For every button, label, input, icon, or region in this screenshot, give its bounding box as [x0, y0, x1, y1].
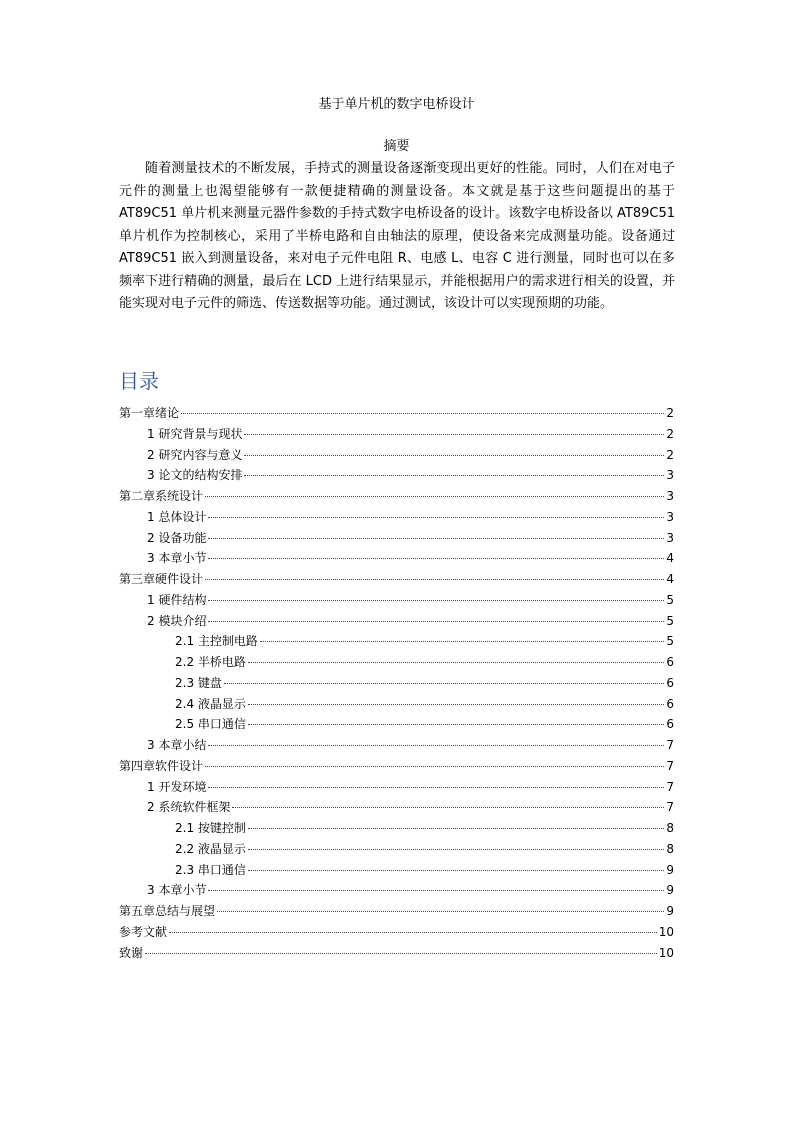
- toc-entry[interactable]: [119, 590, 674, 611]
- toc-dot-leader: [248, 870, 664, 871]
- toc-entry-title: 2 系统软件框架: [147, 800, 231, 815]
- toc-page-number: 2: [666, 426, 674, 441]
- toc-entry[interactable]: [119, 839, 674, 860]
- toc-entry[interactable]: [119, 486, 674, 507]
- toc-entry-title: 第四章软件设计: [119, 758, 204, 773]
- toc-entry-title: 第二章系统设计: [119, 489, 204, 503]
- toc-dot-leader: [208, 621, 664, 622]
- toc-entry[interactable]: [119, 631, 674, 652]
- toc-entry-title: 第五章总结与展望: [119, 904, 216, 918]
- toc-entry[interactable]: [119, 922, 674, 943]
- toc-entry[interactable]: [119, 403, 674, 424]
- toc-entry-title: 1 总体设计: [147, 509, 207, 524]
- toc-page-number: 6: [666, 717, 674, 732]
- toc-dot-leader: [208, 558, 664, 559]
- toc-dot-leader: [224, 683, 664, 684]
- toc-page-number: 8: [666, 841, 674, 856]
- toc-dot-leader: [205, 579, 664, 580]
- toc-dot-leader: [169, 932, 657, 933]
- toc-entry[interactable]: [119, 507, 674, 528]
- toc-entry-title: 第一章绪论: [119, 406, 180, 420]
- toc-dot-leader: [244, 434, 664, 435]
- toc-entry-title: 2.1 主控制电路: [175, 634, 258, 649]
- toc-page-number: 2: [666, 447, 674, 462]
- toc-page-number: 4: [666, 572, 674, 586]
- toc-dot-leader: [145, 953, 657, 954]
- toc-entry-title: 参考文献: [119, 924, 168, 939]
- toc-entry[interactable]: [119, 652, 674, 673]
- toc-dot-leader: [208, 890, 664, 891]
- toc-entry-title: 2.4 液晶显示: [175, 696, 246, 711]
- toc-entry[interactable]: [119, 548, 674, 569]
- toc-dot-leader: [248, 849, 664, 850]
- toc-entry-title: 2 模块介绍: [147, 613, 207, 628]
- toc-page-number: 9: [666, 904, 674, 918]
- toc-page-number: 5: [666, 592, 674, 607]
- toc-dot-leader: [232, 807, 664, 808]
- toc-page-number: 7: [666, 800, 674, 815]
- toc-page-number: 9: [666, 862, 674, 877]
- toc-page-number: 10: [658, 945, 674, 960]
- toc-dot-leader: [208, 538, 664, 539]
- toc-dot-leader: [217, 911, 664, 912]
- toc-heading: 目录: [119, 369, 159, 393]
- toc-entry[interactable]: [119, 735, 674, 756]
- toc-entry-title: 3 本章小结: [147, 738, 207, 752]
- toc-entry-title: 2.2 液晶显示: [175, 841, 246, 856]
- toc-entry-title: 1 硬件结构: [147, 592, 207, 607]
- toc-entry[interactable]: [119, 714, 674, 735]
- toc-entry[interactable]: [119, 756, 674, 777]
- toc-page-number: 5: [666, 613, 674, 628]
- toc-page-number: 7: [666, 738, 674, 752]
- toc-entry[interactable]: [119, 694, 674, 715]
- toc-entry-title: 3 本章小节: [147, 551, 207, 566]
- toc-entry[interactable]: [119, 445, 674, 466]
- toc-dot-leader: [205, 496, 664, 497]
- toc-dot-leader: [181, 413, 664, 414]
- table-of-contents: [119, 403, 674, 963]
- toc-entry-title: 3 论文的结构安排: [147, 468, 243, 483]
- toc-entry-title: 1 研究背景与现状: [147, 426, 243, 441]
- toc-entry[interactable]: [119, 797, 674, 818]
- toc-entry-title: 2 设备功能: [147, 530, 207, 545]
- toc-dot-leader: [248, 724, 664, 725]
- toc-dot-leader: [248, 828, 664, 829]
- toc-entry[interactable]: [119, 880, 674, 901]
- toc-entry-title: 2.3 键盘: [175, 675, 222, 690]
- toc-page-number: 6: [666, 696, 674, 711]
- toc-entry-title: 1 开发环境: [147, 779, 207, 794]
- toc-page-number: 3: [666, 468, 674, 483]
- toc-entry[interactable]: [119, 901, 674, 922]
- toc-page-number: 7: [666, 758, 674, 773]
- toc-dot-leader: [248, 704, 664, 705]
- toc-dot-leader: [244, 475, 664, 476]
- toc-entry[interactable]: [119, 569, 674, 590]
- toc-entry-title: 2 研究内容与意义: [147, 447, 243, 462]
- toc-page-number: 2: [666, 406, 674, 420]
- toc-entry[interactable]: [119, 943, 674, 964]
- toc-page-number: 7: [666, 779, 674, 794]
- toc-entry-title: 3 本章小节: [147, 883, 207, 898]
- toc-entry[interactable]: [119, 860, 674, 881]
- toc-dot-leader: [205, 766, 664, 767]
- toc-dot-leader: [208, 600, 664, 601]
- toc-dot-leader: [260, 641, 664, 642]
- toc-page-number: 6: [666, 675, 674, 690]
- toc-page-number: 3: [666, 509, 674, 524]
- toc-dot-leader: [248, 662, 664, 663]
- toc-dot-leader: [208, 517, 664, 518]
- toc-page-number: 4: [666, 551, 674, 566]
- abstract-heading: 摘要: [383, 139, 410, 154]
- toc-entry[interactable]: [119, 673, 674, 694]
- toc-entry[interactable]: [119, 424, 674, 445]
- toc-page-number: 6: [666, 655, 674, 669]
- toc-page-number: 9: [666, 883, 674, 898]
- toc-page-number: 3: [666, 489, 674, 503]
- toc-entry-title: 第三章硬件设计: [119, 572, 204, 586]
- toc-dot-leader: [244, 455, 664, 456]
- toc-entry-title: 2.3 串口通信: [175, 862, 246, 877]
- toc-entry[interactable]: [119, 465, 674, 486]
- toc-entry[interactable]: [119, 777, 674, 798]
- toc-entry-title: 2.5 串口通信: [175, 717, 246, 732]
- toc-page-number: 3: [666, 530, 674, 545]
- abstract-body: 随着测量技术的不断发展，手持式的测量设备逐渐变现出更好的性能。同时，人们在对电子元件的测量上也渴望能够有一款便捷精确的测量设备。本文就是基于这些问题提出的基于 AT89C51 单片机来测量元器件参数的手持式数字电桥设备的设计。该数字电桥设备以 AT89C51 单片机作为控制核心，采用了半桥电路和自由轴法的原理，使设备来完成测量功能。设备通过 AT89C51 嵌入到测量设备，来对电子元件电阻 R、电感 L、电容 C 进行测量，同时也可以在多频率下进行精确的测量，最后在 LCD 上进行结果显示，并能根据用户的需求进行相关的设置，并能实现对电子元件的筛选、传送数据等功能。通过测试，该设计可以实现预期的功能。: [119, 161, 675, 311]
- document-title: 基于单片机的数字电桥设计: [318, 97, 475, 112]
- toc-page-number: 8: [666, 821, 674, 835]
- toc-entry[interactable]: [119, 818, 674, 839]
- toc-entry-title: 2.2 半桥电路: [175, 655, 246, 669]
- toc-dot-leader: [208, 787, 664, 788]
- toc-entry-title: 2.1 按键控制: [175, 821, 246, 835]
- toc-page-number: 10: [658, 924, 674, 939]
- toc-entry-title: 致谢: [119, 945, 144, 960]
- toc-page-number: 5: [666, 634, 674, 649]
- toc-entry[interactable]: [119, 528, 674, 549]
- toc-entry[interactable]: [119, 611, 674, 632]
- toc-dot-leader: [208, 745, 664, 746]
